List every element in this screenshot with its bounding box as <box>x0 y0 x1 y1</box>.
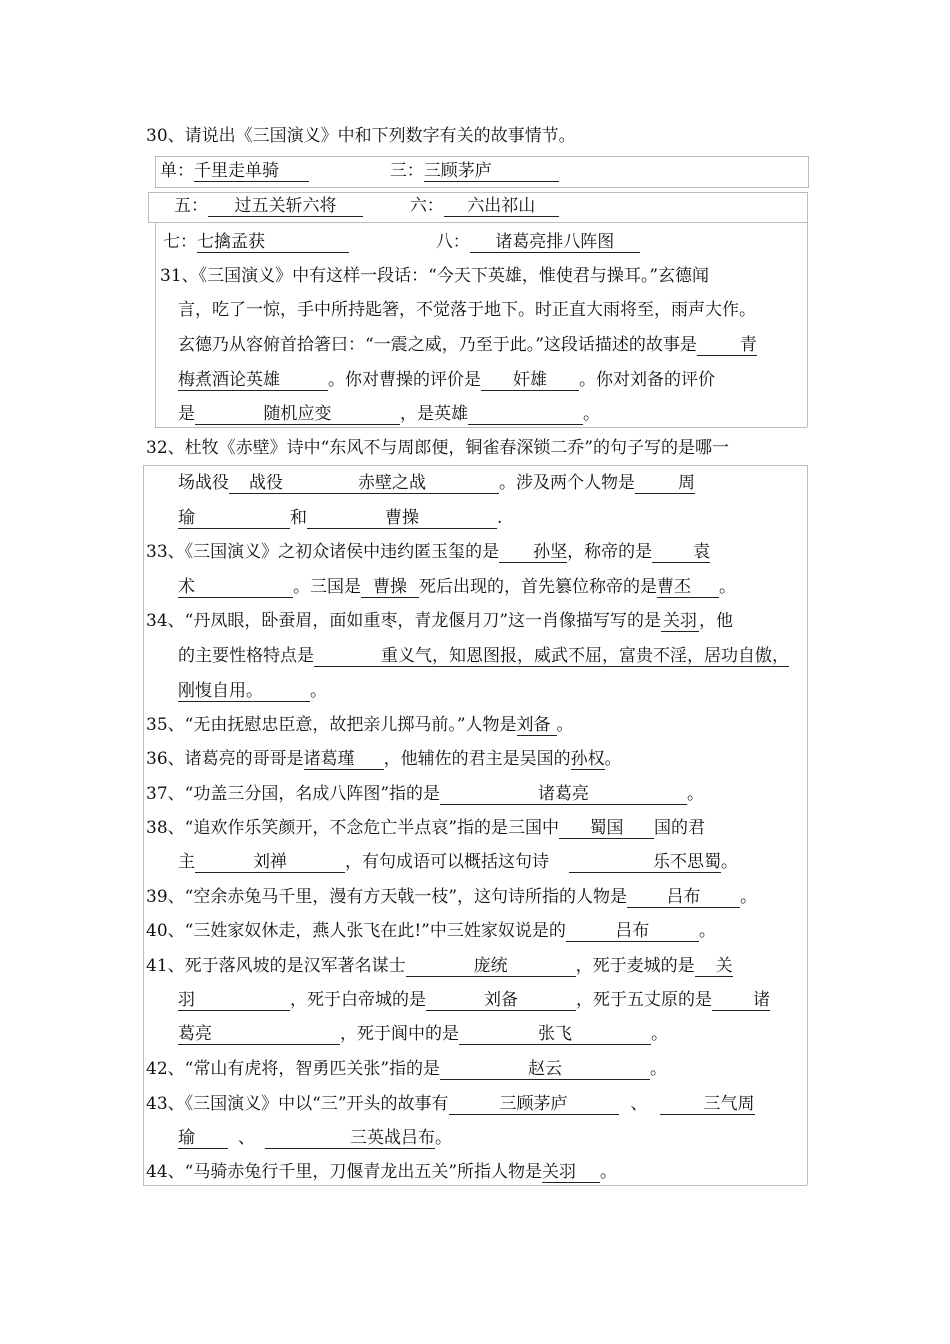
q37-text: 。 <box>687 784 705 804</box>
q33-text: 33、《三国演义》之初众诸侯中违约匿玉玺的是 <box>146 542 500 562</box>
question-34-line2 <box>178 645 789 667</box>
answer-33-caopi: 曹丕 <box>657 577 719 598</box>
answer-39: 吕布 <box>627 887 740 908</box>
question-36 <box>146 748 622 770</box>
question-35 <box>146 714 574 736</box>
q38-text: 国的君 <box>654 818 706 838</box>
answer-san: 三顾茅庐 <box>424 161 559 182</box>
label-liu: 六： <box>409 196 444 216</box>
answer-31-liubei: 随机应变 <box>195 404 400 425</box>
question-40 <box>146 920 716 942</box>
q34-text: 。 <box>310 681 327 701</box>
answer-41-zhangfei: 张飞 <box>459 1024 651 1045</box>
answer-38-idiom: 乐不思蜀 <box>569 852 721 873</box>
answer-40: 吕布 <box>566 921 699 942</box>
q33-text: 。 <box>719 577 736 597</box>
answer-43-story2: 三气周 <box>660 1094 755 1115</box>
question-31-line4 <box>178 369 715 391</box>
question-44 <box>146 1161 617 1183</box>
q39-text: 39、“空余赤兔马千里，漫有方天戟一枝”，这句诗所指的人物是 <box>146 887 628 907</box>
answer-36-lord: 孙权 <box>570 749 605 769</box>
q41-text: ，死于五丈原的是 <box>576 990 712 1010</box>
q36-text: ，他辅佐的君主是吴国的 <box>383 749 571 769</box>
answer-41-guanyu-cont: 羽 <box>178 990 290 1011</box>
q36-text: 36、诸葛亮的哥哥是 <box>146 749 304 769</box>
q43-text: 、 <box>630 1094 648 1114</box>
answer-41-pangtong: 庞统 <box>406 956 576 977</box>
question-41-line1 <box>146 955 733 977</box>
q31-text: 。你对刘备的评价 <box>579 370 715 390</box>
table-border-bottom <box>143 1185 807 1186</box>
answer-44: 关羽 <box>542 1162 600 1183</box>
q31-text: ，是英雄 <box>400 404 468 424</box>
answer-38-ruler: 刘禅 <box>195 852 345 873</box>
q31-text: 玄德乃从容俯首拾箸曰：“一震之威，乃至于此。”这段话描述的故事是 <box>178 335 697 355</box>
question-42 <box>146 1058 667 1080</box>
q31-text: 是 <box>178 404 195 424</box>
answer-43-story3: 三英战吕布 <box>265 1128 435 1149</box>
q34-text: 34、“丹凤眼，卧蚕眉，面如重枣，青龙偃月刀”这一肖像描写写的是 <box>146 611 662 631</box>
answer-41-liubei: 刘备 <box>426 990 576 1011</box>
label-qi: 七： <box>163 232 197 252</box>
answer-31-story-cont: 梅煮酒论英雄 <box>178 370 328 391</box>
q35-text: 。 <box>556 715 574 735</box>
question-31-line3 <box>178 334 757 356</box>
q38-text: 主 <box>178 852 195 872</box>
q30-row-wu-liu <box>174 195 559 217</box>
answer-33-sunjian: 孙坚 <box>499 542 567 563</box>
q35-text: 35、“无由抚慰忠臣意，故把亲儿掷马前。”人物是 <box>146 715 517 735</box>
answer-32-person1-cont: 瑜 <box>178 508 290 529</box>
label-san: 三： <box>389 161 424 181</box>
question-34-line3 <box>178 680 327 702</box>
q32-text: 场战役 <box>178 473 229 493</box>
answer-41-zhuge-cont: 葛亮 <box>178 1024 340 1045</box>
q43-text: 。 <box>435 1128 452 1148</box>
answer-32-part: 战役 <box>249 473 283 493</box>
question-39 <box>146 886 757 908</box>
answer-32-battle <box>229 473 499 494</box>
question-31-line2: 言，吃了一惊，手中所持匙箸，不觉落于地下。时正直大雨将至，雨声大作。 <box>178 300 756 320</box>
q44-text: 44、“马骑赤兔行千里，刀偃青龙出五关”所指人物是 <box>146 1162 543 1182</box>
q32-text: 和 <box>290 508 307 528</box>
q39-text: 。 <box>740 887 758 907</box>
q41-text: ，死于阆中的是 <box>340 1024 459 1044</box>
table-border-right <box>807 465 808 1185</box>
question-31-line5 <box>178 403 600 425</box>
q38-text: 38、“追欢作乐笑颜开，不念危亡半点哀”指的是三国中 <box>146 818 560 838</box>
answer-43-story1: 三顾茅庐 <box>449 1094 619 1115</box>
q31-text: 。你对曹操的评价是 <box>328 370 481 390</box>
question-32-line3 <box>178 507 502 529</box>
question-43-line2 <box>178 1127 452 1149</box>
question-38-line2 <box>178 851 738 873</box>
question-31-line1: 31、《三国演义》中有这样一段话：“今天下英雄，惟使君与操耳。”玄德闻 <box>160 266 710 286</box>
answer-liu: 六出祁山 <box>444 196 559 217</box>
answer-33-yuanshu: 袁 <box>652 542 710 563</box>
answer-36-brother: 诸葛瑾 <box>304 749 384 770</box>
q40-text: 。 <box>698 921 716 941</box>
question-30-prompt: 30、请说出《三国演义》中和下列数字有关的故事情节。 <box>146 126 576 146</box>
q30-row-dan-san <box>160 160 559 182</box>
answer-34-guanyu: 关羽 <box>663 611 698 631</box>
table-border-left <box>143 465 144 1185</box>
question-34-line1 <box>146 610 733 632</box>
q42-text: 。 <box>650 1059 668 1079</box>
q33-text: 。三国是 <box>293 577 361 597</box>
answer-41-zhuge: 诸 <box>712 990 770 1011</box>
answer-wu: 过五关斩六将 <box>208 196 363 217</box>
answer-33-yuanshu-cont: 术 <box>178 577 293 598</box>
q41-text: 41、死于落风坡的是汉军著名谋士 <box>146 956 406 976</box>
q31-text: 。 <box>583 404 600 424</box>
question-38-line1 <box>146 817 705 839</box>
q33-text: 死后出现的，首先篡位称帝的是 <box>419 577 657 597</box>
answer-31-caocao: 奸雄 <box>481 370 579 391</box>
q34-text: 的主要性格特点是 <box>178 646 314 666</box>
q43-text: 43、《三国演义》中以“三”开头的故事有 <box>146 1094 449 1114</box>
answer-34-traits: 重义气，知恩图报，威武不屈，富贵不淫，居功自傲， <box>314 646 789 667</box>
answer-42: 赵云 <box>440 1059 650 1080</box>
q32-text: . <box>497 508 503 528</box>
table-border-top <box>143 465 807 466</box>
question-33-line1 <box>146 541 710 563</box>
answer-31-story: 青 <box>697 335 757 356</box>
answer-33-caocao: 曹操 <box>361 577 419 598</box>
answer-41-guanyu: 关 <box>695 956 733 977</box>
q34-text: ，他 <box>699 611 734 631</box>
table-border-right <box>807 222 808 427</box>
q32-text: 。涉及两个人物是 <box>499 473 635 493</box>
question-33-line2 <box>178 576 736 598</box>
answer-ba: 诸葛亮排八阵图 <box>470 232 640 253</box>
question-43-line1 <box>146 1093 755 1115</box>
answer-43-story2-cont: 瑜 <box>178 1128 228 1149</box>
q41-text: ，死于麦城的是 <box>575 956 695 976</box>
answer-32-part: 赤壁之战 <box>358 473 426 493</box>
q43-text: 、 <box>238 1128 255 1148</box>
question-32-line1: 32、杜牧《赤壁》诗中“东风不与周郎便，铜雀春深锁二乔”的句子写的是哪一 <box>146 438 730 458</box>
q40-text: 40、“三姓家奴休走，燕人张飞在此!”中三姓家奴说是的 <box>146 921 566 941</box>
q41-text: 。 <box>651 1024 668 1044</box>
question-41-line3 <box>178 1023 668 1045</box>
label-wu: 五： <box>174 196 208 216</box>
answer-34-traits-cont: 刚愎自用。 <box>178 681 310 702</box>
answer-dan: 千里走单骑 <box>194 161 309 182</box>
q38-text: 。 <box>721 852 738 872</box>
table-border-left <box>155 222 156 427</box>
q36-text: 。 <box>604 749 622 769</box>
answer-32-person1: 周 <box>635 473 695 494</box>
answer-32-person2: 曹操 <box>307 508 497 529</box>
q44-text: 。 <box>600 1162 618 1182</box>
q30-row-qi-ba <box>163 231 640 253</box>
answer-37: 诸葛亮 <box>440 784 687 805</box>
q37-text: 37、“功盖三分国，名成八阵图”指的是 <box>146 784 441 804</box>
answer-38-country: 蜀国 <box>559 818 654 839</box>
q41-text: ，死于白帝城的是 <box>290 990 426 1010</box>
q42-text: 42、“常山有虎将，智勇匹关张”指的是 <box>146 1059 441 1079</box>
answer-35: 刘备 <box>517 715 557 736</box>
label-ba: 八： <box>435 232 470 252</box>
table-border-bottom <box>155 427 807 428</box>
answer-qi: 七擒孟获 <box>197 232 349 253</box>
question-32-line2 <box>178 472 695 494</box>
question-41-line2 <box>178 989 770 1011</box>
answer-31-blank <box>468 404 583 425</box>
q38-text: ，有句成语可以概括这句诗 <box>345 852 549 872</box>
question-37 <box>146 783 704 805</box>
label-dan: 单： <box>160 161 194 181</box>
q33-text: ，称帝的是 <box>567 542 653 562</box>
